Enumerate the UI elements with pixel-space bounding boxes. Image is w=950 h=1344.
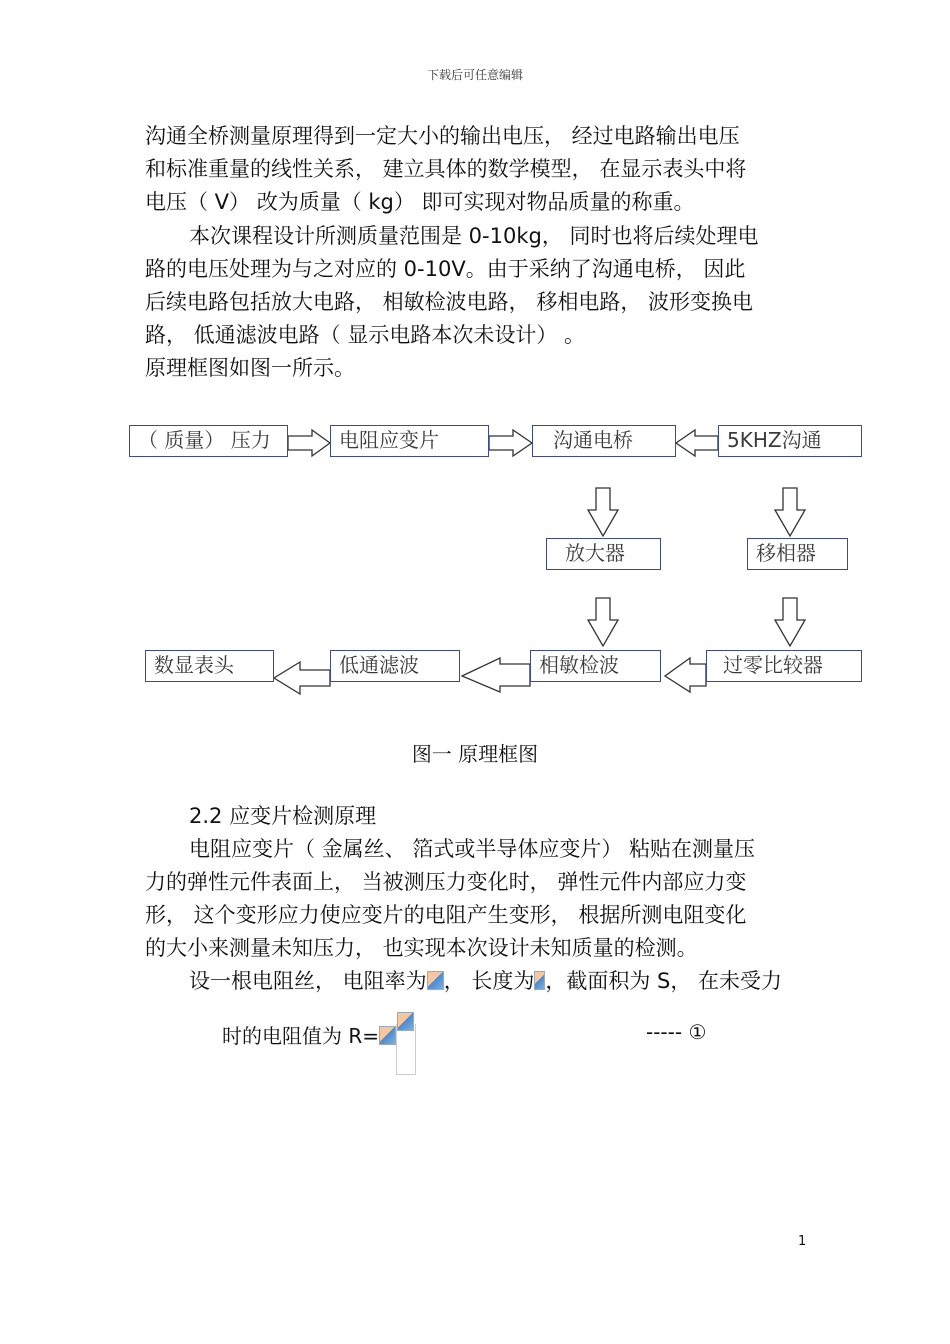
box-strain-gauge: 电阻应变片 <box>330 425 489 457</box>
resistivity-symbol-icon <box>427 971 444 990</box>
arrow-left-icon <box>665 658 706 692</box>
text-line: 和标准重量的线性关系， 建立具体的数学模型， 在显示表头中将 <box>145 157 747 181</box>
formula-number: ----- ① <box>646 1020 707 1044</box>
box-amplifier: 放大器 <box>546 538 661 570</box>
box-pressure: （ 质量） 压力 <box>129 425 288 457</box>
text-line: 电压（ V） 改为质量（ kg） 即可实现对物品质量的称重。 <box>145 190 695 214</box>
text-line: 形， 这个变形应力使应变片的电阻产生变形， 根据所测电阻变化 <box>145 903 747 927</box>
arrow-down-icon <box>588 488 618 536</box>
formula-image-icon <box>379 1026 396 1045</box>
text-line: 力的弹性元件表面上， 当被测压力变化时， 弹性元件内部应力变 <box>145 870 747 894</box>
box-ac-bridge: 沟通电桥 <box>532 425 676 457</box>
figure-caption: 图一 原理框图 <box>411 742 539 766</box>
text-line: 路， 低通滤波电路（ 显示电路本次未设计） 。 <box>145 323 586 347</box>
text-line <box>145 965 810 998</box>
formula-label: 时的电阻值为 R= <box>222 1024 380 1048</box>
formula <box>222 1020 416 1075</box>
text-line: 原理框图如图一所示。 <box>145 356 355 380</box>
formula-image-icon <box>397 1012 414 1031</box>
arrow-down-icon <box>775 488 805 536</box>
text-line: 电阻应变片（ 金属丝、 箔式或半导体应变片） 粘贴在测量压 <box>189 837 756 861</box>
page-header: 下载后可任意编辑 <box>426 68 523 82</box>
text-line: 的大小来测量未知压力， 也实现本次设计未知质量的检测。 <box>145 936 698 960</box>
text-line: 路的电压处理为与之对应的 0-10V。由于采纳了沟通电桥， 因此 <box>145 257 746 281</box>
box-phase-shifter: 移相器 <box>747 538 848 570</box>
text-fragment: ，截面积为 S， 在未受力 <box>545 969 783 993</box>
text-line: 本次课程设计所测质量范围是 0-10kg， 同时也将后续处理电 <box>189 224 759 248</box>
arrow-left-icon <box>274 662 330 694</box>
arrow-right-icon <box>288 430 330 456</box>
arrow-left-icon <box>462 658 530 692</box>
box-digital-display: 数显表头 <box>145 650 274 682</box>
text-line: 后续电路包括放大电路， 相敏检波电路， 移相电路， 波形变换电 <box>145 290 754 314</box>
formula-fraction-icon <box>396 1024 416 1075</box>
page-number: 1 <box>798 1234 807 1249</box>
text-fragment: ， 长度为 <box>443 969 535 993</box>
box-zero-comparator: 过零比较器 <box>706 650 862 682</box>
length-symbol-icon <box>534 971 545 990</box>
text-fragment: 设一根电阻丝， 电阻率为 <box>189 969 427 993</box>
arrow-down-icon <box>775 598 805 646</box>
text-line: 沟通全桥测量原理得到一定大小的输出电压， 经过电路输出电压 <box>145 124 740 148</box>
box-lowpass-filter: 低通滤波 <box>330 650 460 682</box>
section-strain-gauge <box>145 800 810 998</box>
box-ac-5khz: 5KHZ沟通 <box>718 425 862 457</box>
arrow-left-icon <box>676 430 718 456</box>
box-phase-detector: 相敏检波 <box>530 650 661 682</box>
arrow-right-icon <box>489 430 532 456</box>
section-heading: 2.2 应变片检测原理 <box>189 804 377 828</box>
arrow-down-icon <box>588 598 618 646</box>
